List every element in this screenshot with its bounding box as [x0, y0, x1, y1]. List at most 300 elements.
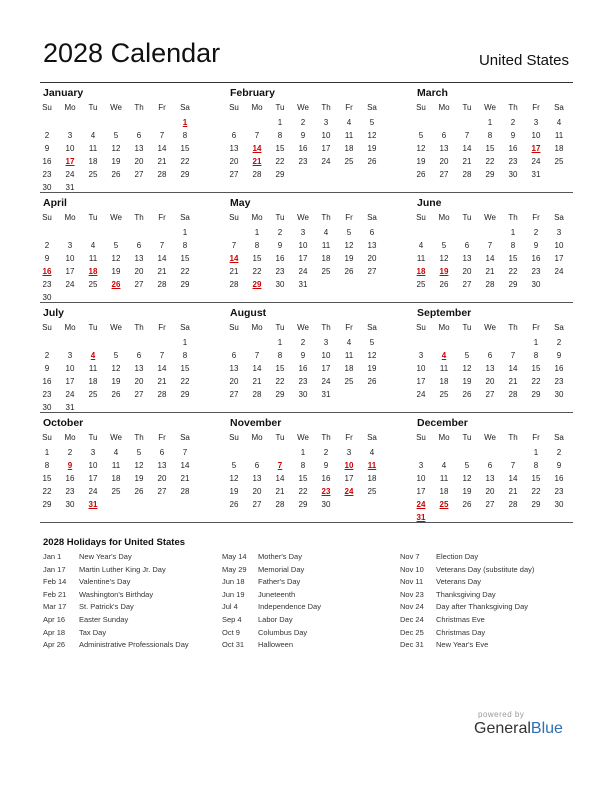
- calendar-date: 17: [65, 266, 75, 276]
- holiday-date: 25: [439, 499, 449, 509]
- calendar-date: 21: [157, 376, 167, 386]
- calendar-date: 23: [298, 376, 308, 386]
- calendar-date: 2: [67, 448, 73, 457]
- weekday-header: Sa: [180, 433, 190, 442]
- calendar-date: 3: [90, 448, 96, 457]
- calendar-date: 8: [533, 460, 539, 470]
- month-name: August: [230, 307, 267, 319]
- brand-part2: Blue: [530, 720, 563, 737]
- calendar-date: 7: [159, 240, 165, 250]
- calendar-date: 20: [439, 156, 449, 166]
- calendar-date: 4: [346, 118, 352, 127]
- calendar-date: 20: [367, 253, 377, 263]
- calendar-date: 21: [275, 486, 285, 496]
- weekday-header: Tu: [88, 323, 98, 332]
- calendar-date: 21: [508, 486, 518, 496]
- calendar-date: 29: [298, 499, 308, 509]
- calendar-date: 27: [134, 169, 144, 179]
- calendar-date: 18: [321, 253, 331, 263]
- holiday-row-name: Veterans Day (substitute day): [436, 564, 535, 574]
- calendar-date: 20: [229, 376, 239, 386]
- holiday-row-name: St. Patrick's Day: [79, 602, 134, 612]
- weekday-header: Tu: [88, 433, 98, 442]
- calendar-date: 11: [439, 363, 449, 373]
- calendar-date: 2: [300, 338, 306, 347]
- calendar-date: 29: [531, 389, 541, 399]
- calendar-date: 27: [134, 279, 144, 289]
- holiday-row-date: Apr 16: [43, 614, 66, 624]
- calendar-date: 3: [418, 460, 424, 470]
- holiday-row-name: Christmas Eve: [436, 614, 485, 624]
- weekday-header: Fr: [158, 213, 166, 222]
- calendar-date: 29: [180, 279, 190, 289]
- weekday-header: Sa: [367, 103, 377, 112]
- holiday-date: 11: [367, 460, 377, 470]
- calendar-date: 6: [369, 228, 375, 237]
- calendar-date: 13: [229, 143, 239, 153]
- calendar-date: 25: [88, 389, 98, 399]
- calendar-date: 5: [231, 460, 237, 470]
- calendar-date: 26: [344, 266, 354, 276]
- calendar-date: 28: [508, 389, 518, 399]
- calendar-date: 30: [508, 169, 518, 179]
- calendar-date: 16: [298, 363, 308, 373]
- holiday-date: 18: [88, 266, 98, 276]
- calendar-date: 22: [275, 156, 285, 166]
- calendar-date: 7: [231, 240, 237, 250]
- holiday-date: 14: [252, 143, 262, 153]
- powered-by-label: powered by: [478, 710, 525, 719]
- weekday-header: Fr: [532, 323, 540, 332]
- top-divider: [40, 82, 573, 83]
- calendar-date: 29: [180, 169, 190, 179]
- calendar-date: 30: [554, 499, 564, 509]
- calendar-date: 16: [508, 143, 518, 153]
- calendar-date: 23: [554, 486, 564, 496]
- holiday-row-name: Columbus Day: [258, 627, 308, 637]
- calendar-date: 14: [252, 363, 262, 373]
- calendar-date: 22: [180, 156, 190, 166]
- calendar-date: 13: [462, 253, 472, 263]
- holiday-row-date: Feb 21: [43, 589, 67, 599]
- calendar-date: 30: [298, 389, 308, 399]
- weekday-header: Th: [321, 323, 331, 332]
- calendar-date: 9: [44, 363, 50, 373]
- calendar-date: 13: [367, 240, 377, 250]
- calendar-date: 9: [44, 253, 50, 263]
- calendar-date: 14: [508, 473, 518, 483]
- calendar-date: 2: [323, 448, 329, 457]
- calendar-date: 14: [180, 460, 190, 470]
- calendar-date: 9: [533, 240, 539, 250]
- calendar-date: 26: [462, 389, 472, 399]
- calendar-date: 3: [67, 130, 73, 140]
- calendar-date: 27: [252, 499, 262, 509]
- calendar-date: 31: [65, 402, 75, 412]
- calendar-date: 4: [113, 448, 119, 457]
- holiday-row-date: Jan 1: [43, 552, 62, 561]
- calendar-date: 25: [88, 169, 98, 179]
- calendar-date: 10: [88, 460, 98, 470]
- holiday-row-name: New Year's Eve: [436, 640, 489, 650]
- calendar-date: 16: [65, 473, 75, 483]
- weekday-header: Su: [42, 433, 52, 442]
- weekday-header: Su: [229, 323, 239, 332]
- weekday-header: We: [110, 323, 122, 332]
- calendar-date: 18: [554, 143, 564, 153]
- weekday-header: We: [297, 323, 309, 332]
- weekday-header: Fr: [532, 103, 540, 112]
- calendar-date: 28: [275, 499, 285, 509]
- calendar-date: 28: [229, 279, 239, 289]
- holiday-row-name: Juneteenth: [258, 589, 296, 599]
- holiday-row-date: Jun 19: [222, 589, 245, 599]
- calendar-date: 30: [275, 279, 285, 289]
- calendar-date: 1: [300, 448, 306, 457]
- weekday-header: Sa: [367, 323, 377, 332]
- calendar-date: 18: [367, 473, 377, 483]
- calendar-date: 15: [485, 143, 495, 153]
- calendar-date: 22: [531, 376, 541, 386]
- calendar-date: 22: [508, 266, 518, 276]
- calendar-date: 10: [554, 240, 564, 250]
- calendar-date: 25: [321, 266, 331, 276]
- calendar-date: 24: [321, 376, 331, 386]
- calendar-date: 8: [487, 130, 493, 140]
- holiday-row-name: Easter Sunday: [79, 614, 129, 624]
- calendar-date: 2: [44, 240, 50, 250]
- calendar-date: 11: [88, 143, 98, 153]
- calendar-date: 23: [65, 486, 75, 496]
- calendar-date: 7: [159, 350, 165, 360]
- calendar-date: 10: [321, 130, 331, 140]
- weekday-header: Su: [229, 433, 239, 442]
- calendar-date: 11: [439, 473, 449, 483]
- weekday-header: Fr: [532, 433, 540, 442]
- calendar-date: 5: [136, 448, 142, 457]
- holiday-date: 31: [416, 512, 426, 522]
- calendar-date: 6: [487, 460, 493, 470]
- holiday-row-date: Sep 4: [222, 614, 242, 624]
- calendar-date: 12: [344, 240, 354, 250]
- calendar-date: 22: [252, 266, 262, 276]
- calendar-date: 28: [252, 389, 262, 399]
- country-label: United States: [478, 52, 569, 69]
- calendar-date: 1: [533, 448, 539, 457]
- calendar-date: 21: [462, 156, 472, 166]
- calendar-date: 3: [533, 118, 539, 127]
- calendar-date: 28: [157, 389, 167, 399]
- calendar-date: 7: [510, 350, 516, 360]
- calendar-date: 23: [275, 266, 285, 276]
- holiday-date: 17: [65, 156, 75, 166]
- calendar-date: 31: [298, 279, 308, 289]
- calendar-date: 30: [42, 182, 52, 192]
- row-divider: [40, 192, 573, 193]
- calendar-date: 12: [416, 143, 426, 153]
- calendar-date: 4: [90, 240, 96, 250]
- calendar-date: 24: [65, 169, 75, 179]
- calendar-date: 25: [344, 156, 354, 166]
- page-title: 2028 Calendar: [43, 38, 221, 68]
- calendar-date: 14: [157, 363, 167, 373]
- calendar-date: 1: [254, 228, 260, 237]
- calendar-date: 26: [367, 156, 377, 166]
- weekday-header: Su: [42, 103, 52, 112]
- brand-part1: General: [474, 720, 531, 737]
- holiday-date: 24: [416, 499, 426, 509]
- holiday-date: 31: [88, 499, 98, 509]
- holiday-date: 16: [42, 266, 52, 276]
- holiday-date: 26: [111, 279, 121, 289]
- holiday-row-date: Jul 4: [222, 602, 238, 612]
- row-divider: [40, 302, 573, 303]
- calendar-date: 17: [88, 473, 98, 483]
- weekday-header: Mo: [438, 433, 450, 442]
- holiday-date: 18: [416, 266, 426, 276]
- calendar-date: 12: [229, 473, 239, 483]
- holiday-row-name: Martin Luther King Jr. Day: [79, 564, 166, 574]
- calendar-date: 11: [111, 460, 121, 470]
- calendar-date: 28: [485, 279, 495, 289]
- calendar-date: 7: [182, 448, 188, 457]
- month-name: November: [230, 417, 282, 429]
- calendar-date: 10: [321, 350, 331, 360]
- calendar-date: 20: [462, 266, 472, 276]
- calendar-date: 25: [344, 376, 354, 386]
- calendar-date: 24: [65, 389, 75, 399]
- calendar-date: 13: [229, 363, 239, 373]
- calendar-date: 27: [462, 279, 472, 289]
- calendar-date: 28: [508, 499, 518, 509]
- calendar-date: 10: [65, 143, 75, 153]
- calendar-date: 29: [275, 169, 285, 179]
- calendar-date: 17: [344, 473, 354, 483]
- weekday-header: Su: [229, 103, 239, 112]
- calendar-date: 25: [111, 486, 121, 496]
- calendar-date: 25: [416, 279, 426, 289]
- weekday-header: We: [484, 213, 496, 222]
- calendar-date: 24: [321, 156, 331, 166]
- weekday-header: Th: [508, 323, 518, 332]
- calendar-date: 15: [275, 363, 285, 373]
- weekday-header: We: [484, 103, 496, 112]
- weekday-header: Th: [508, 213, 518, 222]
- weekday-header: Tu: [275, 213, 285, 222]
- calendar-date: 19: [134, 473, 144, 483]
- holiday-row-name: Independence Day: [258, 602, 321, 612]
- calendar-date: 3: [300, 228, 306, 237]
- calendar-date: 11: [344, 130, 354, 140]
- weekday-header: Sa: [367, 433, 377, 442]
- holiday-date: 1: [182, 118, 188, 127]
- calendar-date: 24: [65, 279, 75, 289]
- calendar-date: 17: [298, 253, 308, 263]
- calendar-date: 29: [275, 389, 285, 399]
- calendar-date: 27: [485, 389, 495, 399]
- weekday-header: Th: [508, 433, 518, 442]
- weekday-header: Su: [416, 213, 426, 222]
- holiday-row-name: Day after Thanksgiving Day: [436, 602, 528, 612]
- calendar-date: 14: [157, 253, 167, 263]
- row-divider: [40, 522, 573, 523]
- weekday-header: Su: [229, 213, 239, 222]
- calendar-date: 2: [556, 448, 562, 457]
- calendar-date: 9: [556, 350, 562, 360]
- calendar-date: 20: [485, 376, 495, 386]
- brand-logo: [474, 720, 563, 738]
- calendar-date: 14: [275, 473, 285, 483]
- calendar-date: 3: [67, 350, 73, 360]
- calendar-date: 24: [298, 266, 308, 276]
- weekday-header: Tu: [462, 323, 472, 332]
- weekday-header: Sa: [180, 323, 190, 332]
- holidays-title: 2028 Holidays for United States: [43, 537, 186, 548]
- calendar-date: 8: [277, 130, 283, 140]
- calendar-date: 1: [44, 448, 50, 457]
- calendar-date: 12: [134, 460, 144, 470]
- holiday-date: 4: [90, 350, 96, 360]
- calendar-date: 3: [67, 240, 73, 250]
- calendar-date: 31: [65, 182, 75, 192]
- calendar-date: 19: [416, 156, 426, 166]
- calendar-date: 8: [44, 460, 50, 470]
- calendar-date: 27: [367, 266, 377, 276]
- calendar-date: 12: [367, 130, 377, 140]
- calendar-date: 21: [508, 376, 518, 386]
- holiday-date: 7: [277, 460, 283, 470]
- calendar-date: 5: [113, 350, 119, 360]
- calendar-date: 11: [88, 363, 98, 373]
- calendar-date: 19: [367, 143, 377, 153]
- calendar-date: 15: [180, 253, 190, 263]
- calendar-date: 15: [180, 363, 190, 373]
- calendar-date: 7: [510, 460, 516, 470]
- holiday-row-name: Veterans Day: [436, 577, 482, 587]
- holiday-row-name: Christmas Day: [436, 627, 486, 637]
- calendar-date: 13: [134, 253, 144, 263]
- weekday-header: Su: [416, 323, 426, 332]
- calendar-date: 18: [439, 376, 449, 386]
- calendar-date: 17: [554, 253, 564, 263]
- calendar-date: 29: [180, 389, 190, 399]
- calendar-date: 6: [136, 350, 142, 360]
- weekday-header: Mo: [64, 323, 76, 332]
- weekday-header: Sa: [180, 213, 190, 222]
- calendar-date: 31: [321, 389, 331, 399]
- holiday-date: 23: [321, 486, 331, 496]
- calendar-date: 22: [298, 486, 308, 496]
- calendar-date: 28: [462, 169, 472, 179]
- calendar-date: 6: [464, 240, 470, 250]
- weekday-header: Su: [42, 213, 52, 222]
- weekday-header: We: [484, 323, 496, 332]
- calendar-date: 7: [159, 130, 165, 140]
- weekday-header: Th: [134, 433, 144, 442]
- calendar-date: 29: [485, 169, 495, 179]
- weekday-header: Sa: [367, 213, 377, 222]
- calendar-date: 17: [65, 376, 75, 386]
- calendar-date: 1: [182, 338, 188, 347]
- weekday-header: Tu: [275, 323, 285, 332]
- calendar-date: 24: [554, 266, 564, 276]
- calendar-date: 11: [554, 130, 564, 140]
- calendar-date: 30: [321, 499, 331, 509]
- calendar-date: 27: [229, 389, 239, 399]
- calendar-date: 21: [485, 266, 495, 276]
- weekday-header: Mo: [64, 103, 76, 112]
- weekday-header: Tu: [462, 213, 472, 222]
- weekday-header: Mo: [251, 103, 263, 112]
- calendar-date: 5: [464, 350, 470, 360]
- calendar-date: 7: [487, 240, 493, 250]
- month-name: June: [417, 197, 442, 209]
- weekday-header: Fr: [532, 213, 540, 222]
- calendar-date: 16: [275, 253, 285, 263]
- weekday-header: Mo: [438, 213, 450, 222]
- holiday-row-date: Nov 7: [400, 552, 420, 561]
- calendar-date: 23: [42, 169, 52, 179]
- calendar-date: 9: [556, 460, 562, 470]
- calendar-date: 7: [254, 350, 260, 360]
- calendar-date: 2: [533, 228, 539, 237]
- calendar-date: 17: [416, 376, 426, 386]
- weekday-header: Mo: [251, 323, 263, 332]
- holiday-row-date: Nov 23: [400, 589, 424, 599]
- calendar-date: 10: [416, 473, 426, 483]
- calendar-date: 13: [485, 363, 495, 373]
- calendar-date: 22: [180, 376, 190, 386]
- weekday-header: Tu: [462, 433, 472, 442]
- row-divider: [40, 412, 573, 413]
- calendar-date: 15: [531, 363, 541, 373]
- calendar-date: 17: [321, 363, 331, 373]
- calendar-date: 28: [180, 486, 190, 496]
- weekday-header: We: [297, 213, 309, 222]
- weekday-header: Fr: [158, 103, 166, 112]
- calendar-date: 1: [277, 118, 283, 127]
- weekday-header: We: [297, 433, 309, 442]
- calendar-date: 18: [111, 473, 121, 483]
- weekday-header: We: [110, 103, 122, 112]
- holiday-date: 21: [252, 156, 262, 166]
- calendar-date: 15: [298, 473, 308, 483]
- calendar-date: 6: [136, 130, 142, 140]
- calendar-date: 3: [323, 338, 329, 347]
- calendar-date: 6: [136, 240, 142, 250]
- weekday-header: Sa: [554, 433, 564, 442]
- calendar-date: 8: [182, 240, 188, 250]
- weekday-header: Mo: [251, 213, 263, 222]
- calendar-date: 9: [44, 143, 50, 153]
- calendar-date: 9: [323, 460, 329, 470]
- holiday-date: 19: [439, 266, 449, 276]
- calendar-date: 21: [157, 266, 167, 276]
- weekday-header: Tu: [275, 103, 285, 112]
- weekday-header: Mo: [438, 103, 450, 112]
- weekday-header: Tu: [275, 433, 285, 442]
- calendar-date: 1: [533, 338, 539, 347]
- holiday-row-name: Father's Day: [258, 577, 301, 587]
- calendar-date: 12: [111, 253, 121, 263]
- calendar-date: 5: [346, 228, 352, 237]
- holiday-row-date: Dec 31: [400, 640, 424, 650]
- weekday-header: Fr: [345, 323, 353, 332]
- weekday-header: Th: [134, 213, 144, 222]
- calendar-date: 19: [462, 376, 472, 386]
- holiday-row-name: Election Day: [436, 552, 479, 561]
- calendar-date: 19: [462, 486, 472, 496]
